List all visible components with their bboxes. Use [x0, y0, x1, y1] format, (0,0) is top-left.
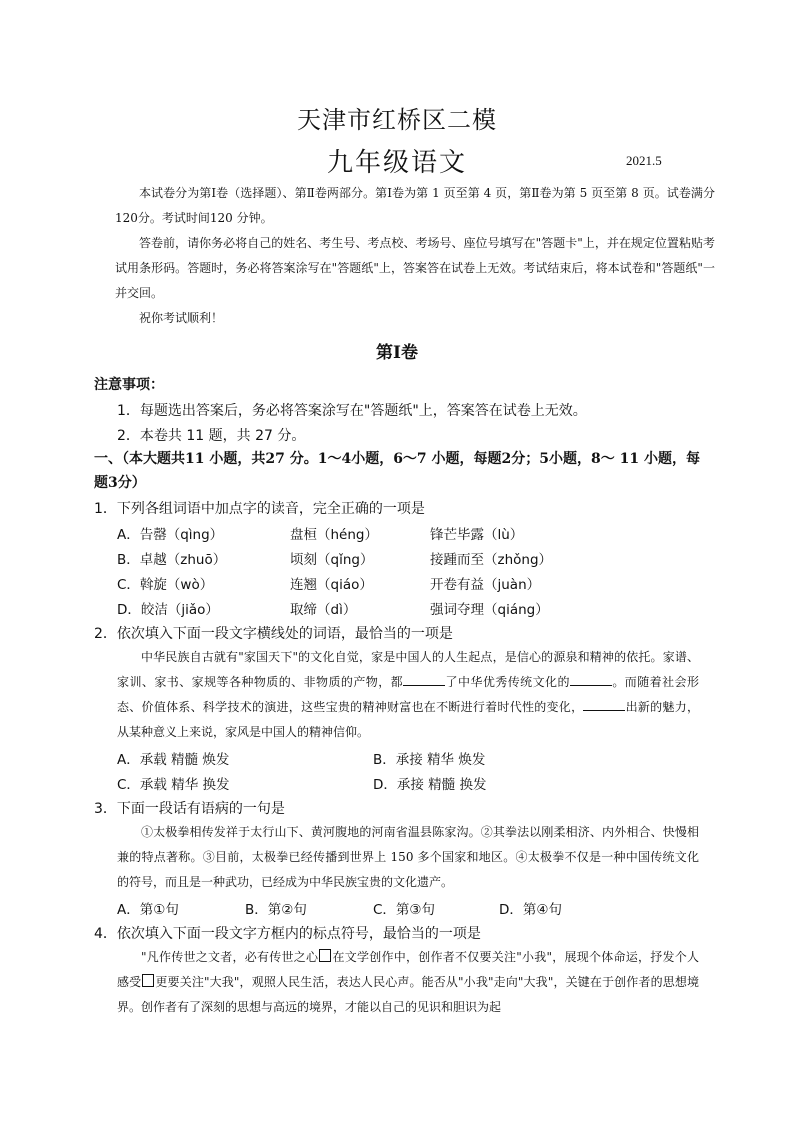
- q1-option-c-word1: C．斡旋（wò）: [117, 577, 214, 593]
- q4-passage-part-c: 更要关注"大我"，观照人民生活，表达人民心声。能否从"小我"走向"大我"，关键在于创作者的思想境界。创作者有了深刻的思想与高远的境界，才能以自己的见识和胆识为起: [117, 975, 699, 1014]
- section-heading: 一、（本大题共11 小题，共27 分。1～4小题，6～7 小题，每题2分；5小题，8～ 11 小题，每题3分）: [94, 451, 701, 491]
- question-4-stem: 4．依次填入下面一段文字方框内的标点符号，最恰当的一项是: [94, 926, 481, 942]
- q2-blank-2: [570, 673, 612, 686]
- notice-item-1: 1．每题选出答案后，务必将答案涂写在"答题纸"上，答案答在试卷上无效。: [117, 403, 587, 419]
- question-1-stem: 1．下列各组词语中加点字的读音，完全正确的一项是: [94, 501, 425, 517]
- q2-option-d: D．承接 精髓 换发: [373, 777, 487, 793]
- q2-passage-part-d: 出新的魅力，从某种意义上来说，家风是中国人的精神信仰。: [117, 700, 699, 739]
- intro-paragraph-1: 本试卷分为第Ⅰ卷（选择题）、第Ⅱ卷两部分。第Ⅰ卷为第 1 页至第 4 页，第Ⅱ卷为第 5 页至第 8 页。试卷满分120分。考试时间120 分钟。: [115, 186, 715, 225]
- notice-item-2: 2．本卷共 11 题，共 27 分。: [117, 428, 306, 444]
- question-2-stem: 2．依次填入下面一段文字横线处的词语，最恰当的一项是: [94, 626, 453, 642]
- q2-option-c: C．承载 精华 换发: [117, 777, 230, 793]
- q4-passage-part-a: "凡作传世之文者，必有传世之心: [141, 950, 319, 964]
- question-3-passage: [117, 820, 699, 895]
- q1-option-b-word1: B．卓越（zhuō）: [117, 552, 227, 568]
- exam-date: 2021.5: [626, 153, 662, 168]
- q2-blank-3: [583, 698, 625, 711]
- q1-option-d-word3: 强词夺理（qiáng）: [430, 602, 549, 618]
- punctuation-box-1: [319, 949, 331, 962]
- q3-option-c: C．第③句: [373, 902, 436, 918]
- q2-passage-part-b: 了中华优秀传统文化的: [445, 675, 570, 689]
- q1-option-c-word3: 开卷有益（juàn）: [430, 577, 541, 593]
- q3-option-b: B．第②句: [245, 902, 307, 918]
- intro-instructions: [115, 181, 715, 331]
- question-2-passage: [117, 645, 699, 745]
- notice-heading: 注意事项：: [94, 377, 164, 393]
- q2-passage-part-c: 。而随着社会形态、价值体系、科学技术的演进，这些宝贵的精神财富也在不断进行着时代性的变化，: [117, 675, 699, 714]
- punctuation-box-2: [142, 974, 154, 987]
- question-3-stem: 3．下面一段话有语病的一句是: [94, 801, 285, 817]
- q3-passage-text: ①太极拳相传发祥于太行山下、黄河腹地的河南省温县陈家沟。②其拳法以刚柔相济、内外相合、快慢相兼的特点著称。③目前，太极拳已经传播到世界上 150 多个国家和地区。④太极拳不仅是一种中国传统文化的符号，而且是一种武功，已经成为中华民族宝贵的文化遗产。: [117, 825, 699, 889]
- q1-option-a-word1: A．告罄（qìng）: [117, 527, 224, 543]
- intro-paragraph-3: 祝你考试顺利！: [139, 311, 224, 325]
- q3-option-d: D．第④句: [499, 902, 562, 918]
- q2-option-b: B．承接 精华 焕发: [373, 752, 486, 768]
- q1-option-d-word1: D．皎洁（jiǎo）: [117, 602, 219, 618]
- q2-passage-part-a: 中华民族自古就有"家国天下"的文化自觉，家是中国人的人生起点，是信心的源泉和精神的依托。家谱、家训、家书、家规等各种物质的、非物质的产物，都: [117, 650, 699, 689]
- q4-passage-part-b: 在文学创作中，创作者不仅要关注"小我"，展现个体命运，抒发个人感受: [117, 950, 699, 989]
- q3-option-a: A．第①句: [117, 902, 179, 918]
- exam-title-subject: 九年级语文: [326, 148, 467, 178]
- q2-option-a: A．承载 精髓 焕发: [117, 752, 230, 768]
- q1-option-c-word2: 连翘（qiáo）: [290, 577, 373, 593]
- question-4-passage: [117, 945, 699, 1020]
- exam-title-region: 天津市红桥区二模: [297, 106, 497, 134]
- q2-blank-1: [403, 673, 445, 686]
- q1-option-d-word2: 取缔（dì）: [290, 602, 357, 618]
- q1-option-b-word3: 接踵而至（zhǒng）: [430, 552, 553, 568]
- q1-option-a-word2: 盘桓（héng）: [290, 527, 378, 543]
- part-title: 第Ⅰ卷: [376, 343, 418, 363]
- q1-option-a-word3: 锋芒毕露（lù）: [430, 527, 524, 543]
- q1-option-b-word2: 顷刻（qǐng）: [290, 552, 374, 568]
- intro-paragraph-2: 答卷前，请你务必将自己的姓名、考生号、考点校、考场号、座位号填写在"答题卡"上，并在规定位置粘贴考试用条形码。答题时，务必将答案涂写在"答题纸"上，答案答在试卷上无效。考试结束后，将本试卷和"答题纸"一并交回。: [115, 236, 715, 300]
